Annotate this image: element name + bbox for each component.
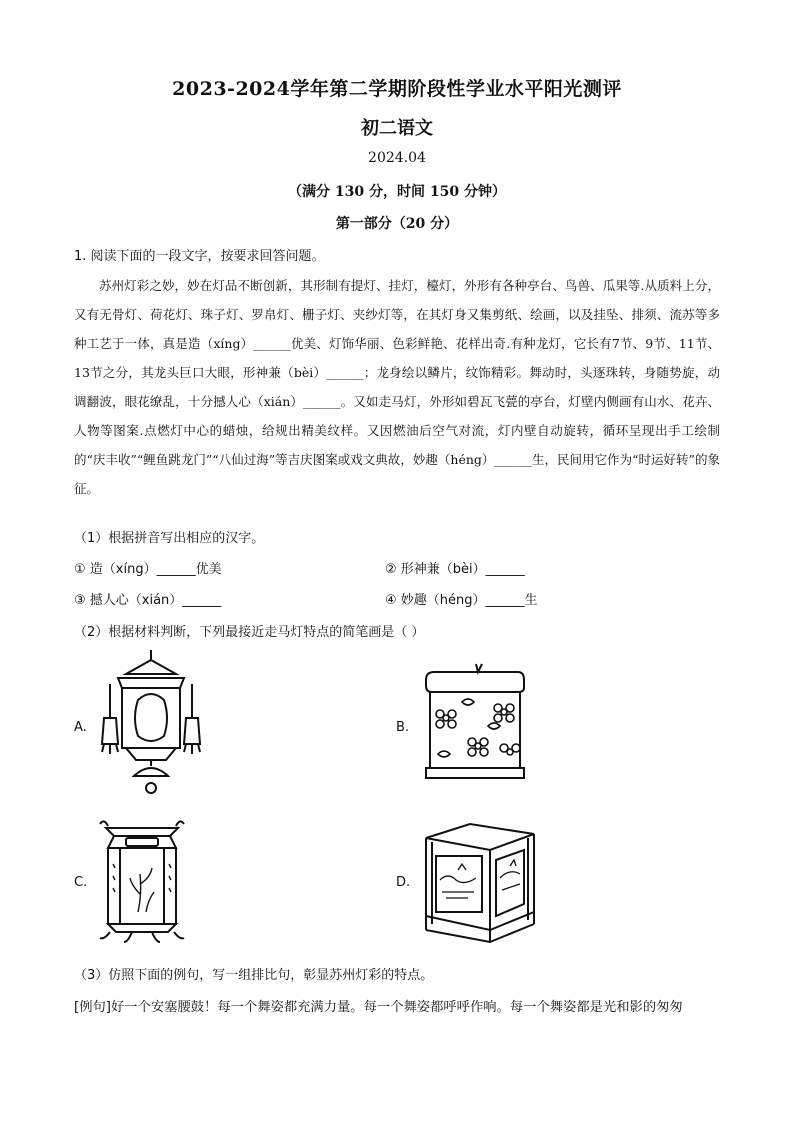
exam-subject: 初二语文 xyxy=(361,118,433,139)
option-d-label: D. xyxy=(396,875,411,890)
blank-1: ① 造（xíng）______优美 xyxy=(74,562,222,577)
lantern-d-drawing xyxy=(418,820,540,944)
lantern-a-drawing xyxy=(96,648,206,800)
exam-date: 2024.04 xyxy=(368,150,426,166)
reading-passage xyxy=(74,271,720,503)
sub-question-3: （3）仿照下面的例句，写一组排比句，彰显苏州灯彩的特点。 xyxy=(74,968,434,983)
option-a-label: A. xyxy=(74,720,87,735)
part-heading: 第一部分（20 分） xyxy=(335,216,459,232)
blank-3: ③ 撼人心（xián）______ xyxy=(74,593,222,608)
sub-question-2: （2）根据材料判断，下列最接近走马灯特点的简笔画是（ ） xyxy=(74,625,425,640)
sub-question-1: （1）根据拼音写出相应的汉字。 xyxy=(74,531,265,546)
example-sentence: [例句]好一个安塞腰鼓！每一个舞姿都充满力量。每一个舞姿都呼呼作响。每一个舞姿都是光和影的匆匆 xyxy=(74,1000,683,1015)
passage-text: 苏州灯彩之妙，妙在灯品不断创新，其形制有提灯、挂灯，檯灯，外形有各种亭台、鸟兽、瓜果等.从质料上分，又有无骨灯、荷花灯、珠子灯、罗帛灯、栅子灯、夹纱灯等，在其灯身又集剪纸、绘画，以及挂坠、排须、流苏等多种工艺于一体，真是造（xíng）______优美、灯饰华丽、色彩鲜艳、花样出奇.有种龙灯，它长有7节、9节、11节、13节之分，其龙头巨口大眼，形神兼（bèi）______；龙身绘以鳞片，纹饰精彩。舞动时，头逐珠转，身随势旋，动调翻波，眼花缭乱，十分撼人心（xián）______。又如走马灯，外形如碧瓦飞甍的亭台，灯壁内侧画有山水、花卉、人物等图案.点燃灯中心的蜡烛，给规出精美纹样。又因燃油后空气对流，灯内壁自动旋转，循环呈现出手工绘制的“庆丰收”“鲤鱼跳龙门”“八仙过海”等吉庆图案或戏文典故，妙趣（héng）______生，民间用它作为“时运好转”的象征。 xyxy=(74,278,720,496)
lantern-b-drawing xyxy=(418,662,530,784)
option-b-label: B. xyxy=(396,720,410,735)
blank-4: ④ 妙趣（héng）______生 xyxy=(385,593,538,608)
score-time-note: （满分 130 分，时间 150 分钟） xyxy=(288,184,506,200)
blank-2: ② 形神兼（bèi）______ xyxy=(385,562,525,577)
option-c-label: C. xyxy=(74,875,88,890)
question-1-stem: 1. 阅读下面的一段文字，按要求回答问题。 xyxy=(74,249,325,264)
exam-title: 2023-2024学年第二学期阶段性学业水平阳光测评 xyxy=(172,78,622,100)
lantern-c-drawing xyxy=(96,814,188,946)
